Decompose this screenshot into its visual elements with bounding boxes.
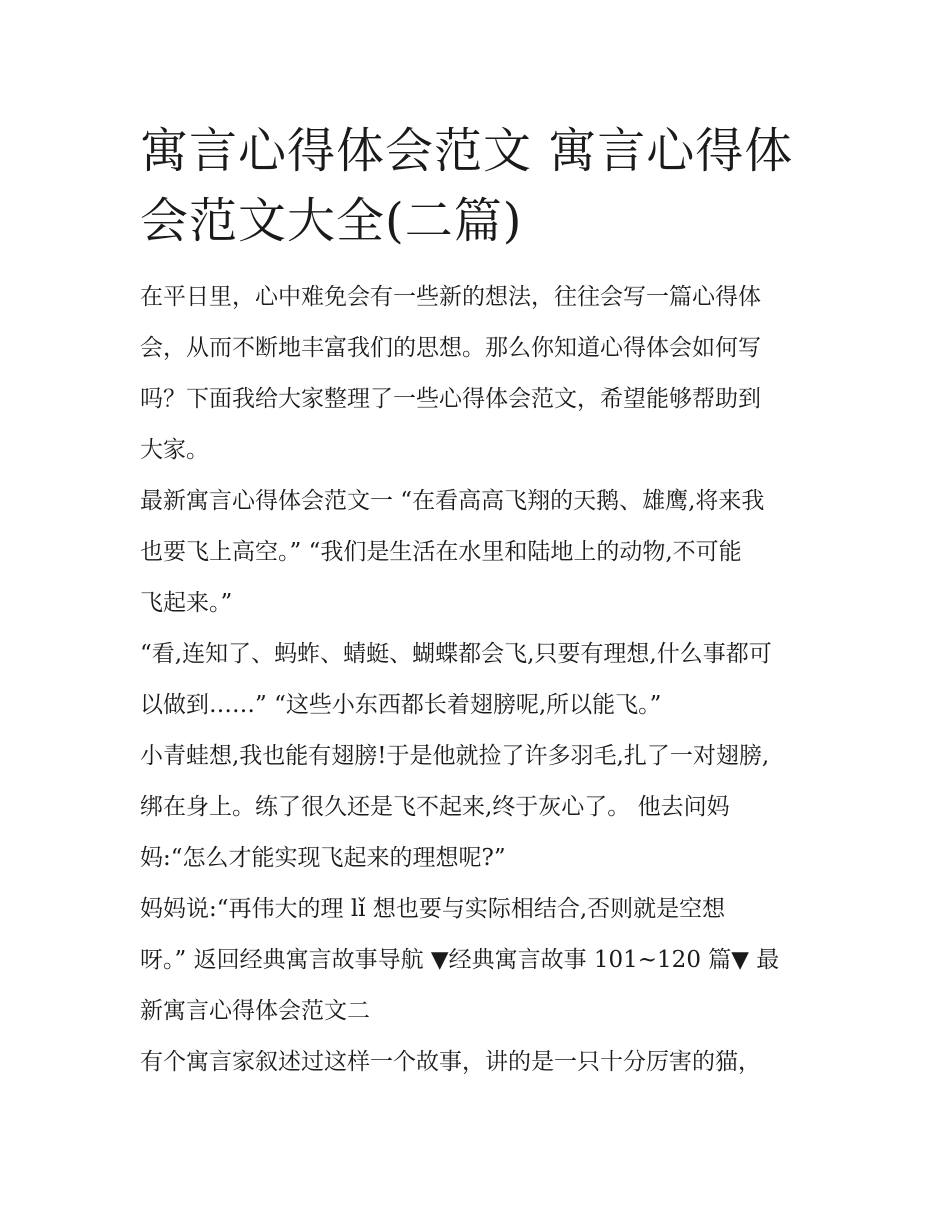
- paragraph-cat-story: 有个寓言家叙述过这样一个故事，讲的是一只十分厉害的猫，: [140, 1049, 761, 1075]
- paragraph-essay-one-start: 最新寓言心得体会范文一 “在看高高飞翔的天鹅、雄鹰,将来我 也要飞上高空。” “我们是生活在水里和陆地上的动物,不可能 飞起来。”: [140, 488, 765, 616]
- paragraph-insects: “看,连知了、蚂蚱、蜻蜓、蝴蝶都会飞,只要有理想,什么事都可 以做到……” “这些小东西都长着翅膀呢,所以能飞。”: [140, 641, 772, 718]
- document-title: 寓言心得体会范文 寓言心得体 会范文大全(二篇): [140, 123, 794, 249]
- document-body: [140, 272, 815, 1088]
- document-page: [140, 116, 815, 1088]
- paragraph-frog-wings: 小青蛙想,我也能有翅膀!于是他就捡了许多羽毛,扎了一对翅膀, 绑在身上。练了很久还是飞不起来,终于灰心了。 他去问妈 妈:“怎么才能实现飞起来的理想呢?”: [140, 743, 770, 871]
- paragraph-intro: 在平日里，心中难免会有一些新的想法，往往会写一篇心得体 会，从而不断地丰富我们的思想。那么你知道心得体会如何写 吗？下面我给大家整理了一些心得体会范文，希望能够帮助到 大家。: [140, 284, 761, 463]
- paragraph-mother-reply: 妈妈说:“再伟大的理 lǐ 想也要与实际相结合,否则就是空想 呀。” 返回经典寓言故事导航 ▼经典寓言故事 101~120 篇▼ 最 新寓言心得体会范文二: [140, 896, 780, 1024]
